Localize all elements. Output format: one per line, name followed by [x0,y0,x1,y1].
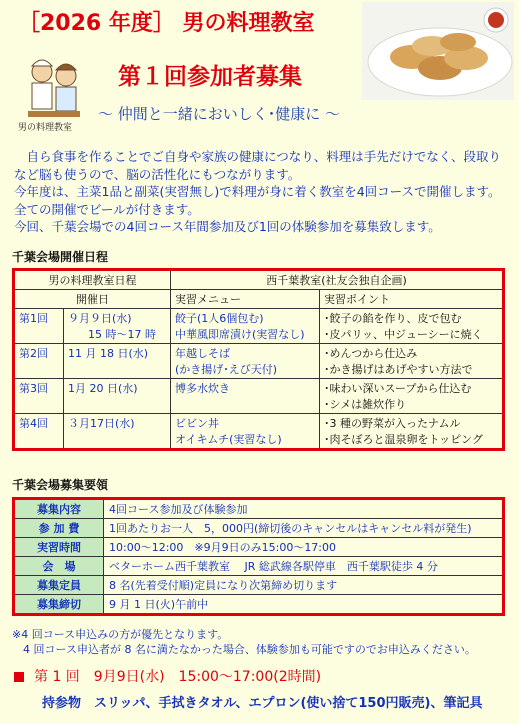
tagline: ～ 仲間と一緒においしく･健康に ～ [98,105,341,123]
col-group-right: 西千葉教室(社友会独自企画) [171,270,504,290]
table-row [14,519,504,538]
session-date: ３月17日(水) [64,414,171,450]
row-value: 10:00～12:00 ※9月9日のみ15:00～17:00 [104,538,504,557]
recruitment-heading: 第１回参加者募集 [118,64,302,90]
table-row [14,344,504,379]
page-title: ［2026 年度］ 男の料理教室 [18,11,315,36]
row-label: 参 加 費 [14,519,104,538]
session-menu: 博多水炊き [171,379,320,414]
session-menu: 年越しそば (かき揚げ･えび天付) [171,344,320,379]
event-text: 第 1 回 9月9日(水) 15:00～17:00(2時間) [34,669,322,685]
table-row [14,595,504,615]
table-row [14,379,504,414]
session-points: ･味わい深いスープから仕込む ･シメは雑炊作り [320,379,504,414]
row-label: 募集内容 [14,499,104,519]
table-row [14,538,504,557]
notes [12,627,512,657]
bring-items: 持参物 スリッパ、手拭きタオル、エプロン(使い捨て150円販売)、筆記具 [42,696,483,711]
recruit-table [12,497,505,616]
session-number: 第2回 [14,344,64,379]
intro-paragraph: 今回、千葉会場での4回コース年間参加及び1回の体験参加を募集致します。 [14,219,441,234]
table-row [14,414,504,450]
event-line [14,666,321,686]
row-value: 4回コース参加及び体験参加 [104,499,504,519]
table-row [14,576,504,595]
session-points: ･めんつから仕込み ･かき揚げはあげやすい方法で [320,344,504,379]
note-line: 4 回コース申込者が 8 名に満たなかった場合、体験参加も可能ですのでお申込みください。 [12,643,476,656]
cooking-class-logo [22,56,84,130]
row-value: 8 名(先着受付順)定員になり次第締め切ります [104,576,504,595]
session-points: ･餃子の餡を作り、皮で包む ･皮パリッ、中ジューシーに焼く [320,309,504,344]
row-value: 1回あたりお一人 5，000円(締切後のキャンセルはキャンセル料が発生) [104,519,504,538]
row-label: 実習時間 [14,538,104,557]
col-date: 開催日 [14,290,171,309]
schedule-heading: 千葉会場開催日程 [12,250,109,264]
session-number: 第3回 [14,379,64,414]
session-menu: 餃子(1人6個包む) 中華風即席漬け(実習なし) [171,309,320,344]
bullet-square-icon [14,672,24,682]
col-group-left: 男の料理教室日程 [14,270,171,290]
session-date: ９月９日(水) 15 時～17 時 [64,309,171,344]
gyoza-photo [362,2,514,100]
recruit-heading: 千葉会場募集要領 [12,478,109,492]
intro-paragraph: 今年度は、主菜1品と副菜(実習無し)で料理が身に着く教室を4回コースで開催します。全ての開催でビールが付きます。 [14,184,501,217]
row-label: 会 場 [14,557,104,576]
session-date: 11 月 18 日(水) [64,344,171,379]
session-points: ･3 種の野菜が入ったナムル ･肉そぼろと温泉卵をトッピング [320,414,504,450]
row-value: 9 月 1 日(火)午前中 [104,595,504,615]
session-number: 第4回 [14,414,64,450]
col-points: 実習ポイント [320,290,504,309]
row-value: ベターホーム西千葉教室 JR 総武線各駅停車 西千葉駅徒歩 4 分 [104,557,504,576]
session-menu: ビビン丼 オイキムチ(実習なし) [171,414,320,450]
row-label: 募集締切 [14,595,104,615]
col-menu: 実習メニュー [171,290,320,309]
table-row [14,309,504,344]
table-row [14,499,504,519]
table-row [14,557,504,576]
session-date: 1月 20 日(水) [64,379,171,414]
schedule-table [12,268,505,451]
intro-text [14,148,510,236]
intro-paragraph: 自ら食事を作ることでご自身や家族の健康につなり、料理は手先だけでなく、段取りなど脳も使うので、脳の活性化にもつながります。 [14,149,502,182]
session-number: 第1回 [14,309,64,344]
row-label: 募集定員 [14,576,104,595]
note-line: ※4 回コース申込みの方が優先となります。 [12,628,229,641]
logo-caption: 男の料理教室 [18,123,73,133]
